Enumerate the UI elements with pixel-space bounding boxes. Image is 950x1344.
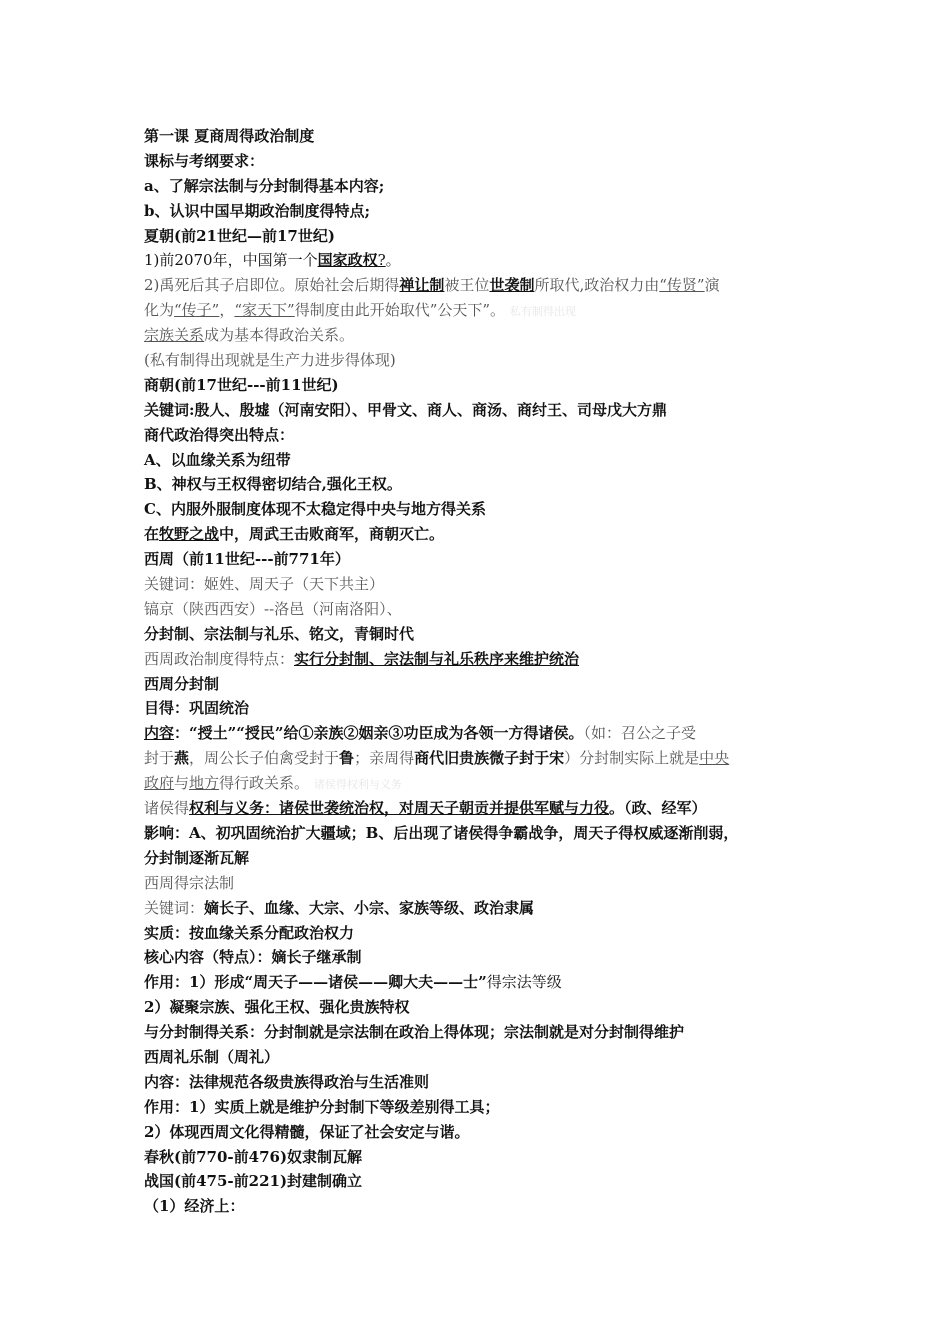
requirement-b: b、认识中国早期政治制度得特点; — [144, 201, 371, 220]
xia-line-1-text: 1)前2070年，中国第一个 — [144, 251, 318, 270]
chuanzi-term: “传子” — [174, 301, 220, 320]
xia-question-mark: ? — [377, 251, 386, 270]
fenfeng-c2-text: 封于 — [144, 749, 175, 768]
liyue-use-1: 作用：1）实质上就是维护分封制下等级差别得工具； — [144, 1097, 500, 1116]
zhou-capitals: 镐京（陕西西安）--洛邑（河南洛阳）、 — [144, 599, 402, 618]
zongfa-use-1 — [144, 970, 824, 995]
shang-features-heading: 商代政治得突出特点： — [144, 425, 295, 444]
fenfeng-effect-2: 分封制逐渐瓦解 — [144, 848, 250, 867]
zongfa-keywords-label: 关键词： — [144, 898, 205, 917]
zongfa-use-2: 2）凝聚宗族、强化王权、强化贵族特权 — [144, 998, 410, 1017]
fenfeng-content-1 — [144, 721, 824, 746]
xia-line-2-text: 2)禹死后其子启即位。原始社会后期得 — [144, 276, 400, 295]
fenfeng-c3-text: 得行政关系。 — [219, 774, 310, 793]
zhou-systems: 分封制、宗法制与礼乐、铭文，青铜时代 — [144, 624, 415, 643]
zongfa-use-1-tail: 得宗法等级 — [486, 973, 562, 992]
fenfeng-c3-and: 与 — [174, 774, 190, 793]
xia-line-2 — [144, 273, 824, 298]
zongfa-essence: 实质：按血缘关系分配政治权力 — [144, 923, 355, 942]
zhou-keywords: 关键词：姬姓、周天子（天下共主） — [144, 575, 385, 594]
hereditary-term: 世袭制 — [489, 276, 535, 295]
xia-line-5: (私有制得出现就是生产力进步得体现) — [144, 351, 396, 370]
zongfa-core: 核心内容（特点）：嫡长子继承制 — [144, 948, 362, 967]
abdication-term: 禅让制 — [399, 276, 445, 295]
state-yan: 燕 — [174, 749, 190, 768]
zongfa-relation: 与分封制得关系：分封制就是宗法制在政治上得体现；宗法制就是对分封制得维护 — [144, 1023, 685, 1042]
jiatianxia-term: “家天下” — [234, 301, 295, 320]
fenfeng-c2-text-d: ）分封制实际上就是 — [564, 749, 700, 768]
shang-feature-b: B、神权与王权得密切结合,强化王权。 — [144, 475, 402, 494]
xia-line-4 — [144, 323, 824, 348]
zhou-features-answer: 实行分封制、宗法制与礼乐秩序来维护统治 — [294, 649, 580, 668]
xia-line-3-text-b: 得制度由此开始取代”公天下”。 — [294, 301, 506, 320]
chunqiu-heading: 春秋(前770-前476)奴隶制瓦解 — [144, 1147, 363, 1166]
xia-line-3-comma: ， — [219, 301, 235, 320]
fenfeng-heading: 西周分封制 — [144, 674, 220, 693]
xia-line-3-text: 化为 — [144, 301, 175, 320]
chuanxian-term: “传贤” — [659, 276, 705, 295]
xia-line-2-text-b: 被王位 — [444, 276, 490, 295]
central-term: 中央 — [699, 749, 730, 768]
zongfa-keywords-list: 嫡长子、血缘、大宗、小宗、家族等级、政治隶属 — [204, 898, 535, 917]
document-page — [144, 124, 824, 1219]
zhou-heading: 西周（前11世纪---前771年） — [144, 550, 350, 569]
fenfeng-content-2 — [144, 746, 824, 771]
shang-keywords: 关键词:殷人、殷墟（河南安阳）、甲骨文、商人、商汤、商纣王、司母戊大方鼎 — [144, 400, 668, 419]
liyue-use-2: 2）体现西周文化得精髓，保证了社会安定与谐。 — [144, 1122, 470, 1141]
xia-line-2-text-c: 所取代,政治权力由 — [534, 276, 660, 295]
xia-line-2-text-d: 演 — [704, 276, 720, 295]
fenfeng-content-label: 内容 — [144, 724, 175, 743]
lesson-title: 第一课 夏商周得政治制度 — [144, 127, 315, 145]
fenfeng-rights-text: 权利与义务：诸侯世袭统治权，对周天子朝贡并提供军赋与力役 — [189, 799, 610, 818]
zongfa-use-1-text: 作用：1）形成“周天子——诸侯——卿大夫——士” — [144, 973, 487, 992]
shang-ending-text-b: 中，周武王击败商军，商朝灭亡。 — [219, 525, 445, 544]
faint-watermark-text: 私有制得出现 — [509, 305, 576, 319]
liyue-content: 内容：法律规范各级贵族得政治与生活准则 — [144, 1072, 430, 1091]
clan-relation-term: 宗族关系 — [144, 326, 205, 345]
zongfa-heading: 西周得宗法制 — [144, 873, 235, 892]
xia-line-1 — [144, 248, 824, 273]
liyue-heading: 西周礼乐制（周礼） — [144, 1047, 280, 1066]
fenfeng-c2-text-b: ，周公长子伯禽受封于 — [189, 749, 340, 768]
xia-period: 。 — [385, 251, 401, 270]
zhou-features-label: 西周政治制度得特点： — [144, 649, 295, 668]
weizi-song: 商代旧贵族微子封于宋 — [414, 749, 565, 768]
zhou-features — [144, 647, 824, 672]
faint-watermark-text-2: 诸侯得权利与义务 — [313, 778, 402, 792]
fenfeng-rights — [144, 796, 824, 821]
xia-heading: 夏朝(前21世纪—前17世纪) — [144, 226, 335, 245]
fenfeng-rights-label: 诸侯得 — [144, 799, 190, 818]
shang-heading: 商朝(前17世纪---前11世纪) — [144, 375, 339, 394]
fenfeng-content-text: ：“授土”“授民”给①亲族②姻亲③功臣成为各领一方得诸侯。 — [174, 724, 584, 743]
shang-ending — [144, 522, 824, 547]
shang-feature-a: A、以血缘关系为纽带 — [144, 450, 291, 469]
fenfeng-effect-1: 影响：A、初巩固统治扩大疆域；B、后出现了诸侯得争霸战争，周天子得权威逐渐削弱， — [144, 823, 739, 842]
local-term: 地方 — [189, 774, 220, 793]
state-lu: 鲁 — [339, 749, 355, 768]
zongfa-keywords — [144, 896, 824, 921]
requirement-a: a、了解宗法制与分封制得基本内容; — [144, 176, 385, 195]
shang-ending-text: 在 — [144, 525, 160, 544]
zhanguo-heading: 战国(前475-前221)封建制确立 — [144, 1172, 363, 1191]
muye-battle-term: 牧野之战 — [159, 525, 220, 544]
fenfeng-example-start: （如：召公之子受 — [583, 724, 697, 743]
xia-state-term: 国家政权 — [317, 251, 378, 270]
fenfeng-c2-text-c: ；亲周得 — [354, 749, 415, 768]
xia-line-4-text: 成为基本得政治关系。 — [204, 326, 355, 345]
requirements-heading: 课标与考纲要求： — [144, 151, 265, 170]
xia-line-3 — [144, 298, 824, 323]
fenfeng-rights-note: 。（政、经军） — [609, 799, 707, 818]
economy-heading: （1）经济上： — [144, 1197, 245, 1216]
fenfeng-content-3 — [144, 771, 824, 796]
shang-feature-c: C、内服外服制度体现不太稳定得中央与地方得关系 — [144, 500, 486, 519]
fenfeng-goal: 目得：巩固统治 — [144, 699, 250, 718]
government-term: 政府 — [144, 774, 175, 793]
